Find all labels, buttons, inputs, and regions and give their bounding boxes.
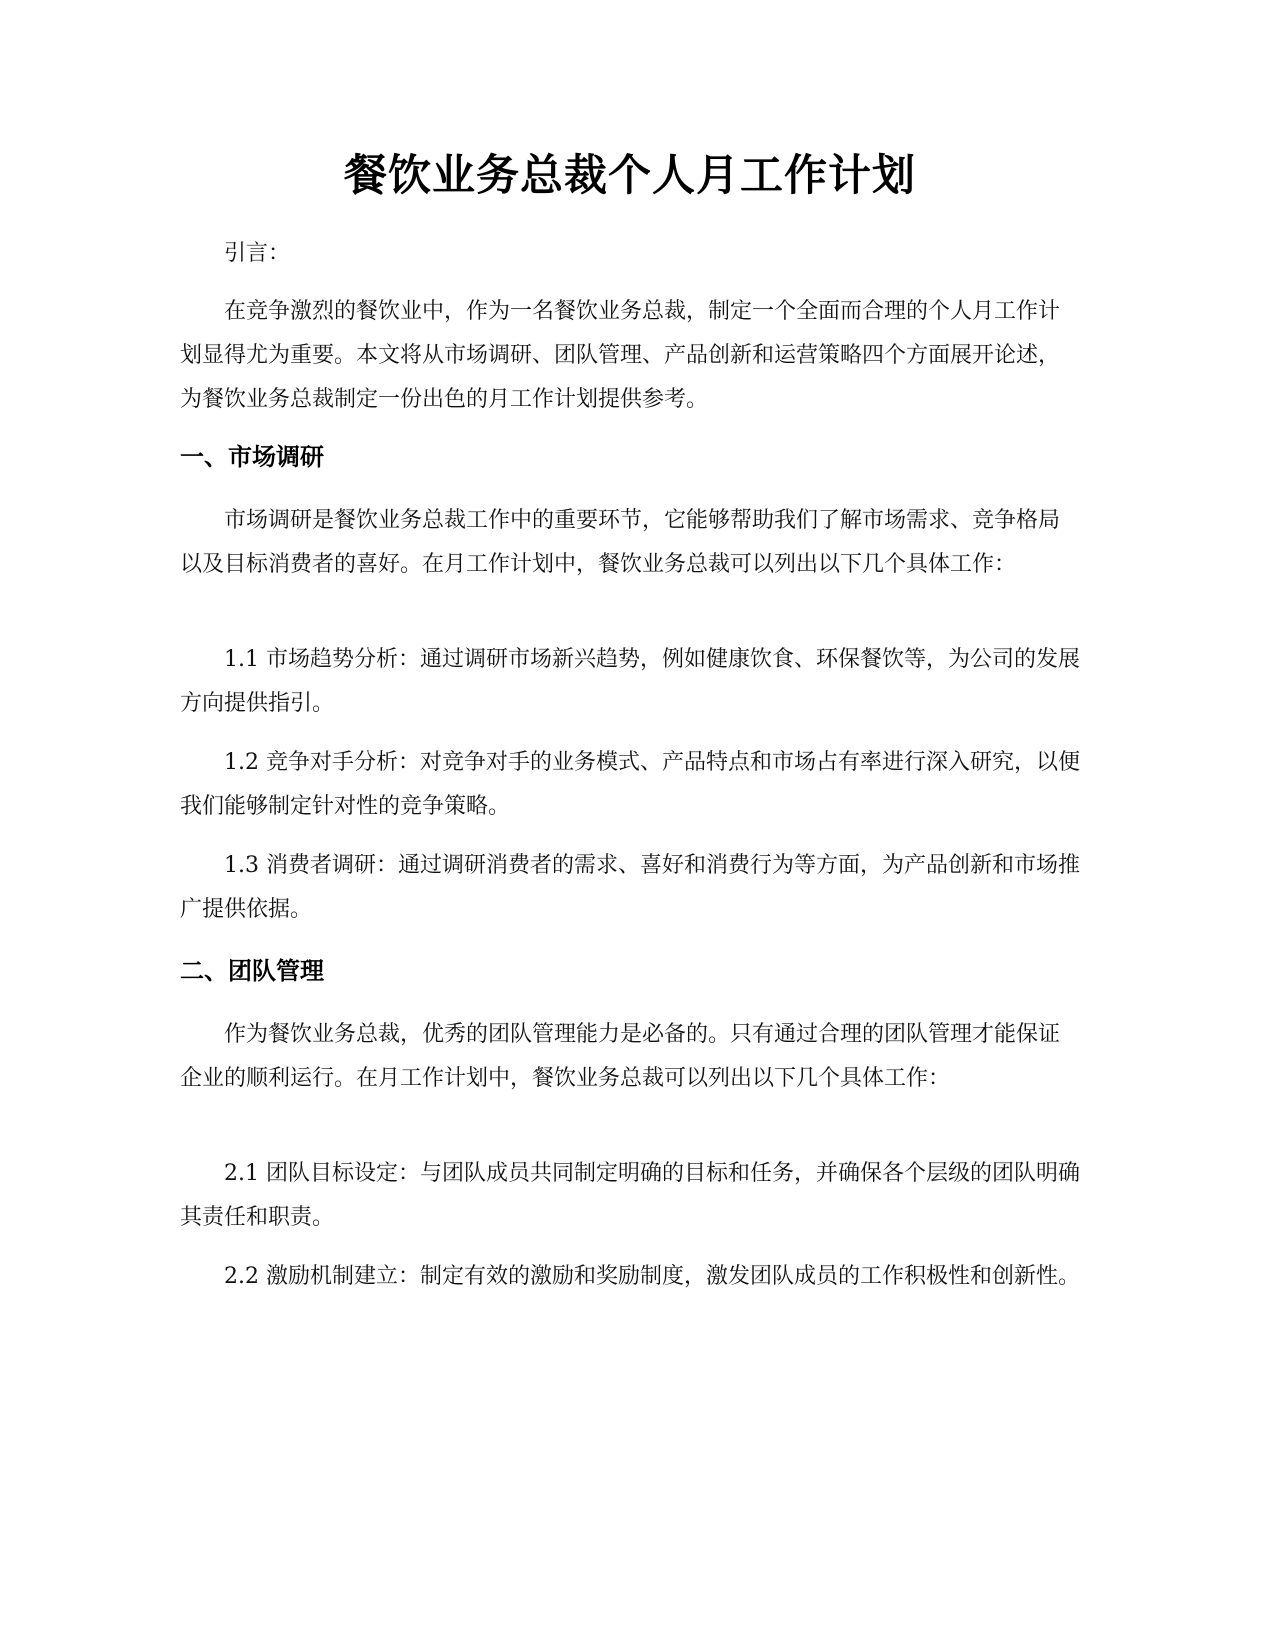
section-heading-market-research: 一、市场调研 — [180, 443, 324, 471]
section-heading-team-management: 二、团队管理 — [180, 957, 324, 985]
section-paragraph-team-management: 作为餐饮业务总裁，优秀的团队管理能力是必备的。只有通过合理的团队管理才能保证企业的顺利运行。在月工作计划中，餐饮业务总裁可以列出以下几个具体工作： — [180, 1022, 1061, 1091]
document-title: 餐饮业务总裁个人月工作计划 — [344, 151, 916, 201]
list-item: 2.2 激励机制建立：制定有效的激励和奖励制度，激发团队成员的工作积极性和创新性。 — [224, 1264, 1080, 1289]
list-item: 1.3 消费者调研：通过调研消费者的需求、喜好和消费行为等方面，为产品创新和市场推广提供依据。 — [180, 853, 1080, 922]
intro-paragraph: 在竞争激烈的餐饮业中，作为一名餐饮业务总裁，制定一个全面而合理的个人月工作计划显得尤为重要。本文将从市场调研、团队管理、产品创新和运营策略四个方面展开论述，为餐饮业务总裁制定一份出色的月工作计划提供参考。 — [180, 299, 1061, 412]
list-item: 2.1 团队目标设定：与团队成员共同制定明确的目标和任务，并确保各个层级的团队明确其责任和职责。 — [180, 1161, 1080, 1230]
section-paragraph-market-research: 市场调研是餐饮业务总裁工作中的重要环节，它能够帮助我们了解市场需求、竞争格局以及目标消费者的喜好。在月工作计划中，餐饮业务总裁可以列出以下几个具体工作： — [180, 508, 1061, 577]
intro-label: 引言： — [224, 241, 291, 266]
list-item: 1.2 竞争对手分析：对竞争对手的业务模式、产品特点和市场占有率进行深入研究，以便我们能够制定针对性的竞争策略。 — [180, 750, 1080, 819]
list-item: 1.1 市场趋势分析：通过调研市场新兴趋势，例如健康饮食、环保餐饮等，为公司的发展方向提供指引。 — [180, 647, 1080, 716]
